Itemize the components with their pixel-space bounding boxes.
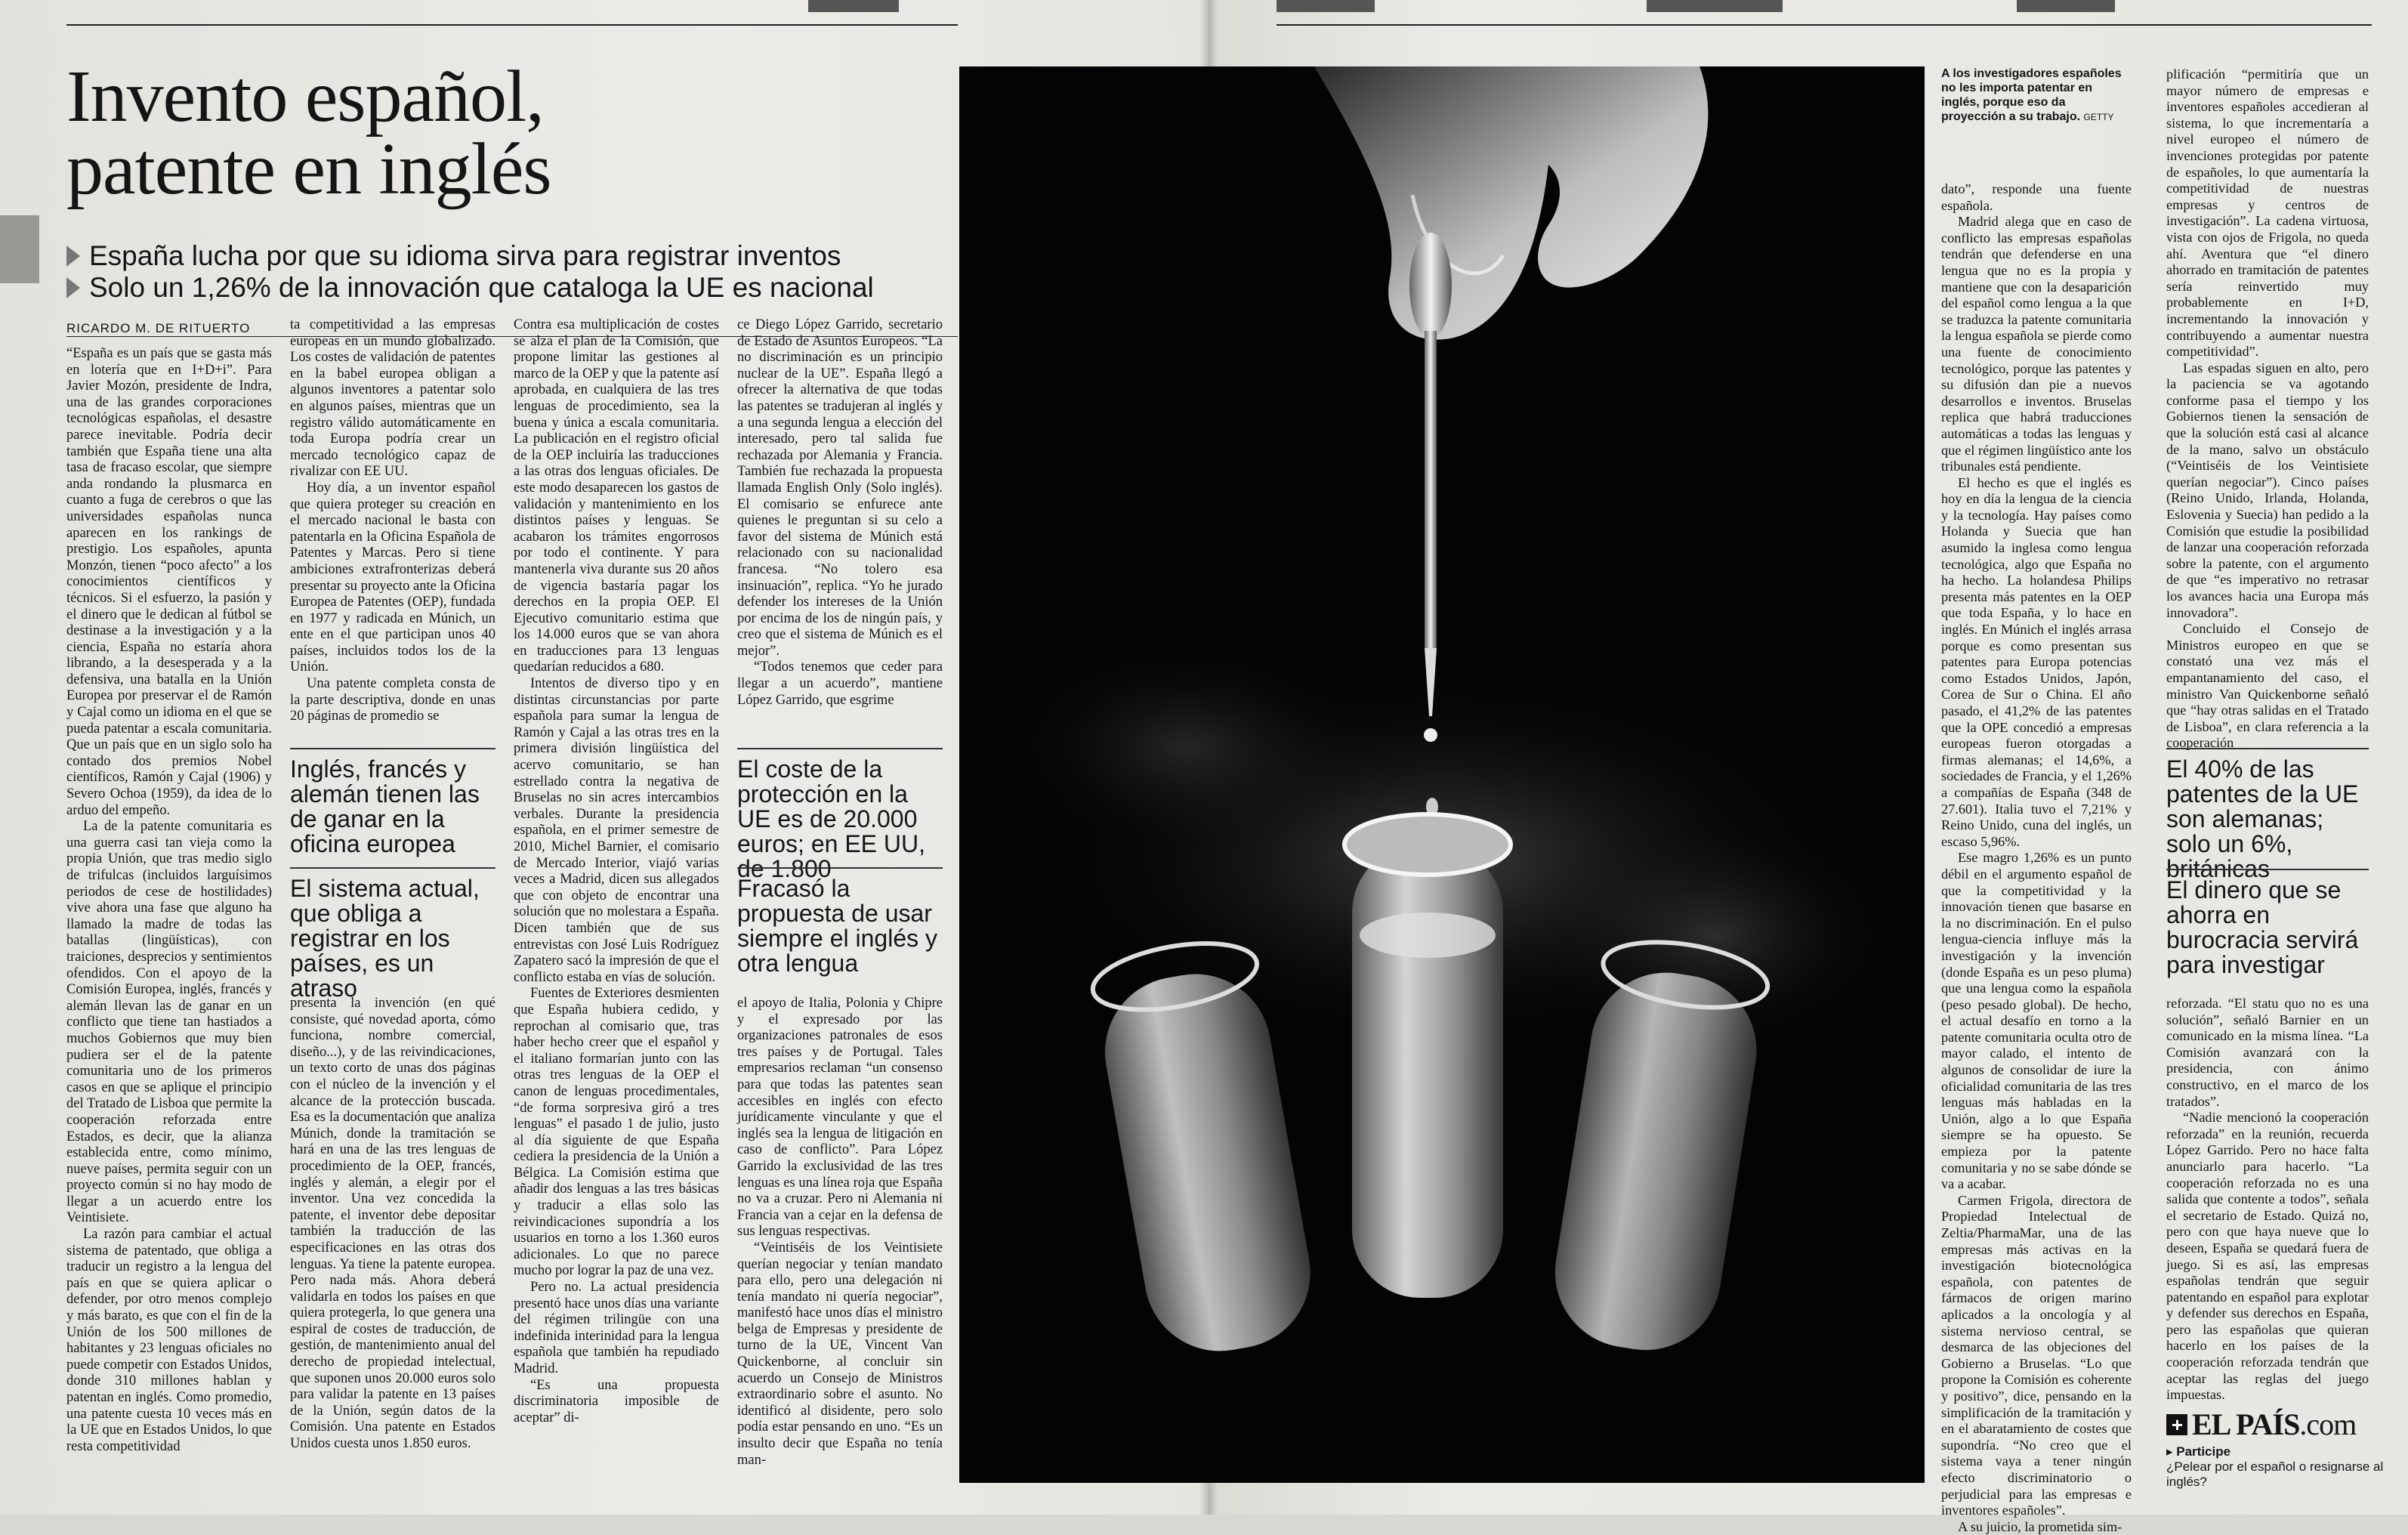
article-column-5 [1941, 181, 2132, 1534]
paragraph: el apoyo de Italia, Polonia y Chipre y el expresado por las organizaciones patronales de esos tres países y de Portugal. Tales empresarios reclaman “un consenso para que todas las patentes sean accesibles en inglés con efecto jurídicamente vinculante y que el inglés sea la lengua de litigación en caso de conflicto”. Para López Garrido la exclusividad de las tres lenguas es una línea roja que España no va a cruzar. Pero ni Alemania ni Francia van a cejar en la defensa de sus lenguas respectivas. [737, 996, 943, 1240]
pull-quote: El coste de la protección en la UE es de 20.000 euros; en EE UU, de 1.800 [737, 748, 943, 882]
paragraph: Concluido el Consejo de Ministros europeo en que se constató una vez más el empantanamiento del caso, el ministro Van Quickenborne señaló que “hay otras salidas en el Tratado de Lisboa”, en clara referencia a la cooperación [2166, 621, 2369, 751]
paragraph: Las espadas siguen en alto, pero la paciencia se va agotando conforme pasa el tiempo y los Gobiernos tienen la sensación de que la solución está casi al alcance de la mano, salvo un obstáculo (“Veintiséis de los Veintisiete querían negociar”). Cinco países (Reino Unido, Irlanda, Holanda, Eslovenia y Suecia) han pedido a la Comisión que estudie la posibilidad de lanzar una cooperación reforzada sobre la patente, con el argumento de que “es imperativo no retrasar los avances hacia una Europa más innovadora”. [2166, 360, 2369, 620]
paragraph: A su juicio, la prometida sim- [1958, 1518, 2122, 1534]
pull-quote: El sistema actual, que obliga a registrar en los países, es un atraso [290, 867, 495, 1001]
triangle-bullet-icon [66, 246, 80, 267]
paragraph: “Todos tenemos que ceder para llegar a un acuerdo”, mantiene López Garrido, que esgrime [737, 659, 943, 708]
paragraph: plificación “permitiría que un mayor número de empresas e inventores españoles accedieran al sistema, lo que incrementaría a nivel europeo el número de invenciones protegidas por patente de españoles, lo que aumentaría la competitividad de nuestras empresas y centros de investigación”. La cadena virtuosa, vista con ojos de Frigola, no queda ahí. Aventura que “el dinero ahorrado en tramitación de patentes sería reinvertido muy probablemente en I+D, incrementando la innovación y contribuyendo a aumentar nuestra competitividad”. [2166, 66, 2369, 360]
article-column-1 [66, 346, 272, 1488]
article-column-3 [514, 317, 719, 1488]
photo-caption [1941, 66, 2122, 125]
pull-quote: Fracasó la propuesta de usar siempre el inglés y otra lengua [737, 867, 943, 976]
paragraph: Intentos de diverso tipo y en distintas circunstancias por parte española para sumar la lengua de Ramón y Cajal a las otras tres en la primera división lingüística del acervo comunitario, se han estrellado contra la negativa de Bruselas no sin acres intercambios verbales. Durante la presidencia española, en el primer semestre de 2010, Michel Barnier, el comisario de Mercado Interior, viajó varias veces a Madrid, dicen sus allegados que con objeto de encontrar una solución que no molestara a España. Dicen también que de sus entrevistas con José Luis Rodríguez Zapatero sacó la impresión de que el conflicto estaba en vías de solución. [514, 676, 719, 985]
pipette-photo-illustration [959, 66, 1925, 1483]
paragraph: “Es una propuesta discriminatoria imposible de aceptar” di- [514, 1377, 719, 1425]
paragraph: Contra esa multiplicación de costes se alza el plan de la Comisión, que propone limitar las gestiones al marco de la OEP y que la patente así aprobada, en cualquiera de las tres lenguas de procedimiento, sea la buena y única a escala comunitaria. La publicación en el registro oficial de la OEP incluiría las traducciones a las otras dos lenguas oficiales. De este modo desaparecen los gastos de validación y mantenimiento en los distintos países y lenguas. Se acabaron los trámites engorrosos por todo el continente. Y para mantenerla viva durante sus 20 años de vigencia bastaría pagar los derechos en la propia OEP. El Ejecutivo comunitario estima que los 14.000 euros que se van ahora en traducciones para 13 lenguas quedarían reducidos a 680. [514, 317, 719, 675]
subhead: Solo un 1,26% de la innovación que cataloga la UE es nacional [66, 272, 874, 304]
headline [66, 56, 551, 210]
article-column-2-bottom [290, 996, 495, 1488]
top-thumbnail [2017, 0, 2115, 12]
article-column-2-top [290, 317, 495, 725]
pull-quote: Inglés, francés y alemán tienen las de ganar en la oficina europea [290, 748, 495, 857]
article-column-4-bottom [737, 996, 943, 1488]
logo-name: EL PAÍS [2192, 1407, 2300, 1441]
paragraph: “Nadie mencionó la cooperación reforzada” en la reunión, recuerda López Garrido. Pero no hace falta anunciarlo para hacerlo. “La cooperación reforzada no es una salida que contente a todos”, señala el secretario de Estado. Quizá no, pero con que haya nueve que lo deseen, España se quedará fuera de juego. Si es así, las empresas españolas tendrán que seguir patentando en español para explotar y defender sus derechos en España, pero las españolas que quieran hacerlo en los países de la cooperación reforzada tendrán que aceptar las reglas del juego impuestas. [2166, 1110, 2369, 1403]
caption-credit: GETTY [2083, 112, 2114, 122]
plus-icon: + [2166, 1414, 2187, 1435]
paragraph: presenta la invención (en qué consiste, qué novedad aporta, cómo funciona, nombre comercial, diseño...), y de las reivindicaciones, un texto corto de unas dos páginas con el núcleo de la invención y el alcance de la protección buscada. Esa es la documentación que analiza Múnich, donde la tramitación se hará en una de las tres lenguas de procedimiento de la OEP, francés, inglés y alemán, a elegir por el inventor. Una vez concedida la patente, el inventor debe depositar también la traducción de las especificaciones en las otras dos lenguas. Ya tiene la patente europea. Pero nada más. Ahora deberá validarla en todos los países en que quiera protegerla, lo que genera una espiral de costes de traducción, de gestión, de mantenimiento anual del derecho de propiedad intelectual, que suponen unos 20.000 euros solo para validar la patente en 13 países de la Unión, según datos de la Comisión. Una patente en Estados Unidos cuesta unos 1.850 euros. [290, 996, 495, 1452]
caption-text: A los investigadores españoles no les importa patentar en inglés, porque eso da proyección a su trabajo. [1941, 67, 2122, 123]
paragraph: La razón para cambiar el actual sistema de patentado, que obliga a traducir un registro a la lengua del país en que se quiera aplicar o defender, por otro menos complejo y más barato, es que con el fin de la Unión de los 500 millones de habitantes y 23 lenguas oficiales no puede competir con Estados Unidos, donde 310 millones hablan y patentan en inglés. Como promedio, una patente cuesta 10 veces más en la UE que en Estados Unidos, lo que resta competitividad [66, 1227, 272, 1454]
top-thumbnail [1647, 0, 1783, 12]
subheads [66, 240, 874, 304]
subhead: España lucha por que su idioma sirva para registrar inventos [66, 240, 874, 272]
triangle-bullet-icon [66, 277, 80, 298]
el-pais-logo [2166, 1407, 2356, 1442]
paragraph: reforzada. “El statu quo no es una solución”, señaló Barnier en un comunicado en la misma línea. “La Comisión avanzará con la presidencia, con ánimo constructivo, en el marco de los tratados”. [2166, 996, 2369, 1109]
article-column-4-top [737, 317, 943, 725]
paragraph: dato”, responde una fuente española. [1941, 181, 2132, 213]
participe-label: ▸ Participe [2166, 1444, 2231, 1459]
paragraph: “Veintiséis de los Veintisiete querían negociar y tenían mandato para ello, pero una delegación ni tenía mandato ni quería negociar”, manifestó hace unos días el ministro belga de Empresas y presidente de turno de la UE, Vincent Van Quickenborne, al concluir sin acuerdo un Consejo de Ministros extraordinario sobre el asunto. No identificó al disidente, pero solo podía estar pensando en uno. “Es un insulto decir que España no tenía man- [737, 1240, 943, 1468]
photo-pipette-test-tubes [959, 66, 1925, 1483]
logo-suffix: .com [2299, 1407, 2357, 1441]
pull-quote: El 40% de las patentes de la UE son alemanas; solo un 6%, británicas [2166, 748, 2369, 882]
byline: RICARDO M. DE RITUERTO [66, 321, 251, 335]
paragraph: Una patente completa consta de la parte descriptiva, donde en unas 20 páginas de promedio se [290, 676, 495, 724]
pull-quote: El dinero que se ahorra en burocracia servirá para investigar [2166, 869, 2369, 978]
top-thumbnail [1277, 0, 1375, 12]
participe-box [2166, 1444, 2408, 1490]
paragraph: Carmen Frigola, directora de Propiedad Intelectual de Zeltia/PharmaMar, una de las empresas más activas en la investigación biotecnológica española, con patentes de fármacos de origen marino aplicados a la oncología y al sistema nervioso central, se desmarca de las objeciones del Gobierno a Bruselas. “Lo que propone la Comisión es coherente y positivo”, dice, pensando en la simplificación de la tramitación y en el abaratamiento de costes que supondría. “No creo que el sistema vaya a tener ningún efecto discriminatorio o perjudicial para las empresas e inventores españoles”. [1941, 1192, 2132, 1518]
paragraph: Hoy día, a un inventor español que quiera proteger su creación en el mercado nacional le basta con patentarla en la Oficina Española de Patentes y Marcas. Pero si tiene ambiciones extrafronterizas deberá presentar su proyecto ante la Oficina Europea de Patentes (OEP), fundada en 1977 y radicada en Múnich, un ente en el que participan unos 40 países, incluidos todos los de la Unión. [290, 480, 495, 675]
paragraph: Fuentes de Exteriores desmienten que España hubiera cedido, y reprochan al comisario que, tras haber hecho creer que el español y el italiano formarían junto con las otras tres lenguas de la OEP el canon de lenguas procedimentales, “de forma sorpresiva giró a tres lenguas” el pasado 1 de julio, justo al día siguiente de que España cediera la presidencia de la Unión a Bélgica. La Comisión estima que añadir dos lenguas a las tres básicas y traducir a ellas solo las reivindicaciones supondría a los usuarios en torno a los 1.360 euros adicionales. Lo que no parece mucho por lograr la paz de una vez. [514, 986, 719, 1279]
article-column-6-bottom [2166, 996, 2369, 1403]
paragraph: “España es un país que se gasta más en lotería que en I+D+i”. Para Javier Mozón, presidente de Indra, una de las grandes corporaciones tecnológicas españolas, el desastre parece inevitable. Podría decir también que España tiene una alta tasa de fracaso escolar, que siempre anda rondando la plusmarca en cuanto a fuga de cerebros o que las universidades españolas nunca aparecen en los rankings de prestigio. Los españoles, apunta Monzón, tienen “poco afecto” a los conocimientos científicos y técnicos. Si el esfuerzo, la pasión y el dinero que le dedican al fútbol se destinase a la investigación y a la ciencia, España no estaría ahora librando, a la desesperada y a la defensiva, una batalla en la Unión Europea por preservar el de Ramón y Cajal como un idioma en el que se pueda patentar a escala comunitaria. Que un país que en un siglo solo ha contado dos premios Nobel científicos, Ramón y Cajal (1906) y Severo Ochoa (1959), da idea de lo arduo del empeño. [66, 346, 272, 818]
top-rule [66, 24, 958, 26]
paragraph: Ese magro 1,26% es un punto débil en el argumento español de que la competitividad y la innovación tienen que basarse en la no discriminación. En el pulso lengua-ciencia influye más la investigación y la invención (donde España es un peso pluma) que una lengua como la española (peso pesado global). De hecho, el actual desafío en torno a la patente comunitaria oculta otro de mayor calado, el intento de algunos de consolidar de iure la oficialidad comunitaria de las tres lenguas más habladas en la Unión, algo a lo que España siempre se ha opuesto. Se empieza por la patente comunitaria y no se sabe dónde se va a acabar. [1941, 850, 2132, 1192]
paragraph: El hecho es que el inglés es hoy en día la lengua de la ciencia y la tecnología. Hay países como Holanda y Suecia que han asumido la inglesa como lengua tecnológica, algo que España no ha hecho. La holandesa Philips presenta más patentes en la OEP que toda España, y lo hace en inglés. En Múnich el inglés arrasa porque es como presentan sus patentes para Europa potencias como Estados Unidos, Japón, Corea de Sur o China. El año pasado, el 41,2% de las patentes que la OPE concedió a empresas europeas fueron otorgadas a firmas alemanas; el 14,6%, a sociedades de Francia, y el 1,26% a compañías de España (348 de 27.601). Italia tuvo el 7,21% y Reino Unido, cuna del inglés, un escaso 5,96%. [1941, 474, 2132, 849]
paragraph: ce Diego López Garrido, secretario de Estado de Asuntos Europeos. “La no discriminación es un principio nuclear de la UE”. España llegó a ofrecer la alternativa de que todas las patentes se tradujeran al inglés y a una segunda lengua a elección del interesado, pero tal salida fue rechazada por Alemania y Francia. También fue rechazada la propuesta llamada English Only (Solo inglés). El comisario se enfurece ante quienes le preguntan si su celo a favor del sistema de Múnich está relacionado con su nacionalidad francesa. “No tolero esa insinuación”, replica. “Yo he jurado defender los intereses de la Unión por encima de los de ningún país, y creo que el sistema de Múnich es el mejor”. [737, 317, 943, 659]
article-column-6-top [2166, 66, 2369, 751]
paragraph: ta competitividad a las empresas europeas en un mundo globalizado. Los costes de validación de patentes en la babel europea obligan a algunos inventores a patentar solo en algunos países, mientras que un registro válido automáticamente en toda Europa podría crear un mercado tecnológico capaz de rivalizar con EE UU. [290, 317, 495, 480]
headline-line-1: Invento español, [66, 56, 544, 137]
participe-question: ¿Pelear por el español o resignarse al inglés? [2166, 1459, 2384, 1489]
paragraph: Madrid alega que en caso de conflicto las empresas españolas tendrán que defenderse en una lengua que no es la propia y mantiene que con la desaparición del español como lengua a la que se traduzca la patente comunitaria la lengua española se pierde como una fuente de conocimiento tecnológico, porque las patentes y su difusión dan pie a nuevos desarrollos e inventos. Bruselas replica que habrá traducciones automáticas a todas las lenguas y que el régimen lingüístico ante los tribunales está pendiente. [1941, 214, 2132, 474]
top-rule [1277, 24, 2372, 26]
headline-line-2: patente en inglés [66, 128, 551, 210]
paragraph: Pero no. La actual presidencia presentó hace unos días una variante del régimen trilingüe con una indefinida interinidad para la lengua española que también ha repudiado Madrid. [514, 1280, 719, 1376]
paragraph: La de la patente comunitaria es una guerra casi tan vieja como la propia Unión, que tras medio siglo de trifulcas (incluidos larguísimos periodos de cese de hostilidades) vive ahora una fase que alguno ha llamado la madre de todas las batallas (lingüísticas), con traiciones, desprecios y sentimientos ofendidos. Con el apoyo de la Comisión Europea, inglés, francés y alemán llevan las de ganar en un conflicto que tiene tan hastiados a muchos Gobiernos que muy bien pudiera ser el de la patente comunitaria uno de los primeros casos en que se aplique el principio del Tratado de Lisboa que permite la cooperación reforzada entre Estados, es decir, que la alianza establecida entre, como mínimo, nueve países, permita seguir con un proyecto común si no hay modo de llegar a un acuerdo entre los Veintisiete. [66, 819, 272, 1226]
top-thumbnail [808, 0, 899, 12]
margin-tab [0, 215, 39, 283]
